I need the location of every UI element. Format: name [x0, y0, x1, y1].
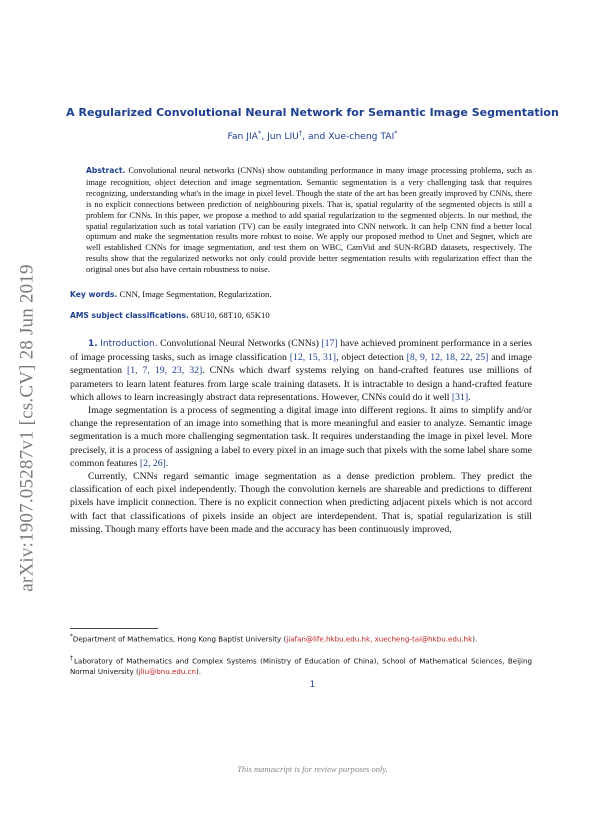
paragraph-text: and image segmentation: [70, 352, 532, 377]
paragraph-text: , object detection: [336, 352, 407, 364]
citation-link[interactable]: [1, 7, 19, 23, 32]: [126, 365, 203, 377]
citation-link[interactable]: [12, 15, 31]: [289, 352, 337, 364]
footnote-2: [70, 654, 532, 678]
paragraph-text: Convolutional Neural Networks (CNNs): [160, 338, 322, 349]
keywords: [70, 289, 272, 299]
ams-text: 68U10, 68T10, 65K10: [191, 310, 270, 320]
ams-label: AMS subject classifications.: [70, 311, 189, 320]
paragraph-text: . CNNs which dwarf systems relying on hand-crafted features use millions of parameters to learn latent features from large scale training datasets. It is intractable to design a hand-crafted feature which allows to learn increasingly abstract data representations. However, CNNs could do it well: [70, 365, 532, 403]
arxiv-identifier-text: arXiv:1907.05287v1 [cs.CV] 28 Jun 2019: [17, 264, 39, 592]
paragraph-text: .: [165, 457, 169, 469]
abstract: [86, 165, 532, 275]
affiliation-mark: *: [394, 129, 398, 137]
footnote-text: Department of Mathematics, Hong Kong Baptist University (: [72, 634, 287, 644]
author-name: Xue-cheng TAI: [328, 131, 395, 143]
introduction-section: [70, 337, 532, 536]
paragraph-text: Image segmentation is a process of segmenting a digital image into different regions. It aims to simplify and/or change the representation of an image into something that is more meaningful and easier to analyze. Semantic image segmentation is a much more challenging segmentation task. It requires understanding the image in pixel level. More precisely, it is a process of assigning a label to every pixel in an image such that pixels with the some label share some common features: [70, 405, 532, 469]
section-heading: Introduction.: [100, 339, 158, 349]
review-notice: This manuscript is for review purposes only.: [237, 764, 388, 774]
intro-paragraph-2: [70, 404, 532, 470]
affiliation-mark: †: [298, 129, 303, 137]
footnote-text: ).: [472, 634, 478, 644]
footnote-mark: *: [70, 634, 73, 640]
email-link[interactable]: jliu@bnu.edu.cn: [138, 667, 197, 677]
author-separator: ,: [261, 131, 268, 143]
section-number: 1.: [88, 339, 98, 349]
keywords-text: CNN, Image Segmentation, Regularization.: [119, 289, 272, 299]
ams-classifications: [70, 310, 270, 320]
footnote-text: Laboratory of Mathematics and Complex Systems (Ministry of Education of China), School of Mathematical Sciences, Beijing Normal University (: [70, 656, 532, 677]
paragraph-text: have achieved prominent performance in a series of image processing tasks, such as image classification: [70, 338, 532, 364]
affiliation-mark: *: [257, 129, 262, 137]
citation-link[interactable]: [31]: [451, 391, 469, 403]
footnote-mark: †: [70, 656, 75, 662]
paper-title: A Regularized Convolutional Neural Network for Semantic Image Segmentation: [66, 106, 559, 119]
author-name: Jun LIU: [267, 131, 299, 143]
paragraph-text: .: [468, 391, 471, 403]
intro-paragraph-3: Currently, CNNs regard semantic image segmentation as a dense prediction problem. They predict the classification of each pixel independently. Though the convolution kernels are shareable and predictions to different pixels have implicit connection. There is no explicit connection when predicting adjacent pixels which is not accord with fact that classifications of pixels inside an object are interdependent. That is, spatial regularization is still missing. Though many efforts have been made and the accuracy has been continuously improved,: [70, 471, 532, 535]
arxiv-identifier: [8, 258, 48, 598]
email-link[interactable]: jiafan@life.hkbu.edu.hk, xuecheng-tai@hkbu.edu.hk: [286, 634, 473, 644]
citation-link[interactable]: [2, 26]: [139, 457, 166, 469]
citation-link[interactable]: [8, 9, 12, 18, 22, 25]: [406, 352, 489, 364]
abstract-label: Abstract.: [86, 166, 126, 175]
abstract-text: Convolutional neural networks (CNNs) show outstanding performance in many image processing problems, such as image recognition, object detection and image segmentation. Semantic segmentation is a very challenging task that requires recognizing, understanding what's in the image in pixel level. Though the state of the art has been greatly improved by CNNs, there is no explicit connections between prediction of neighbouring pixels. That is, spatial regularity of the segmented objects is still a problem for CNNs. In this paper, we propose a method to add spatial regularization to the segmented objects. In our method, the spatial regularization such as total variation (TV) can be easily integrated into CNN network. It can help CNN find a better local optimum and make the segmentation results more robust to noise. We apply our proposed method to Unet and Segnet, which are well established CNNs for image segmentation, and test them on WBC, CamVid and SUN-RGBD datasets, respectively. The results show that the regularized networks not only could provide better segmentation results with regularization effect than the original ones but also have certain robustness to noise.: [86, 165, 533, 275]
footnote-rule: [70, 628, 158, 629]
author-list: [60, 129, 565, 142]
keywords-label: Key words.: [70, 290, 118, 299]
author-separator: , and: [302, 131, 329, 143]
intro-paragraph-1: [70, 337, 532, 404]
footnote-1: [70, 632, 532, 645]
citation-link[interactable]: [17]: [321, 338, 338, 349]
author-name: Fan JIA: [227, 131, 258, 143]
page-number: 1: [309, 680, 316, 690]
footnote-text: ).: [196, 667, 202, 677]
